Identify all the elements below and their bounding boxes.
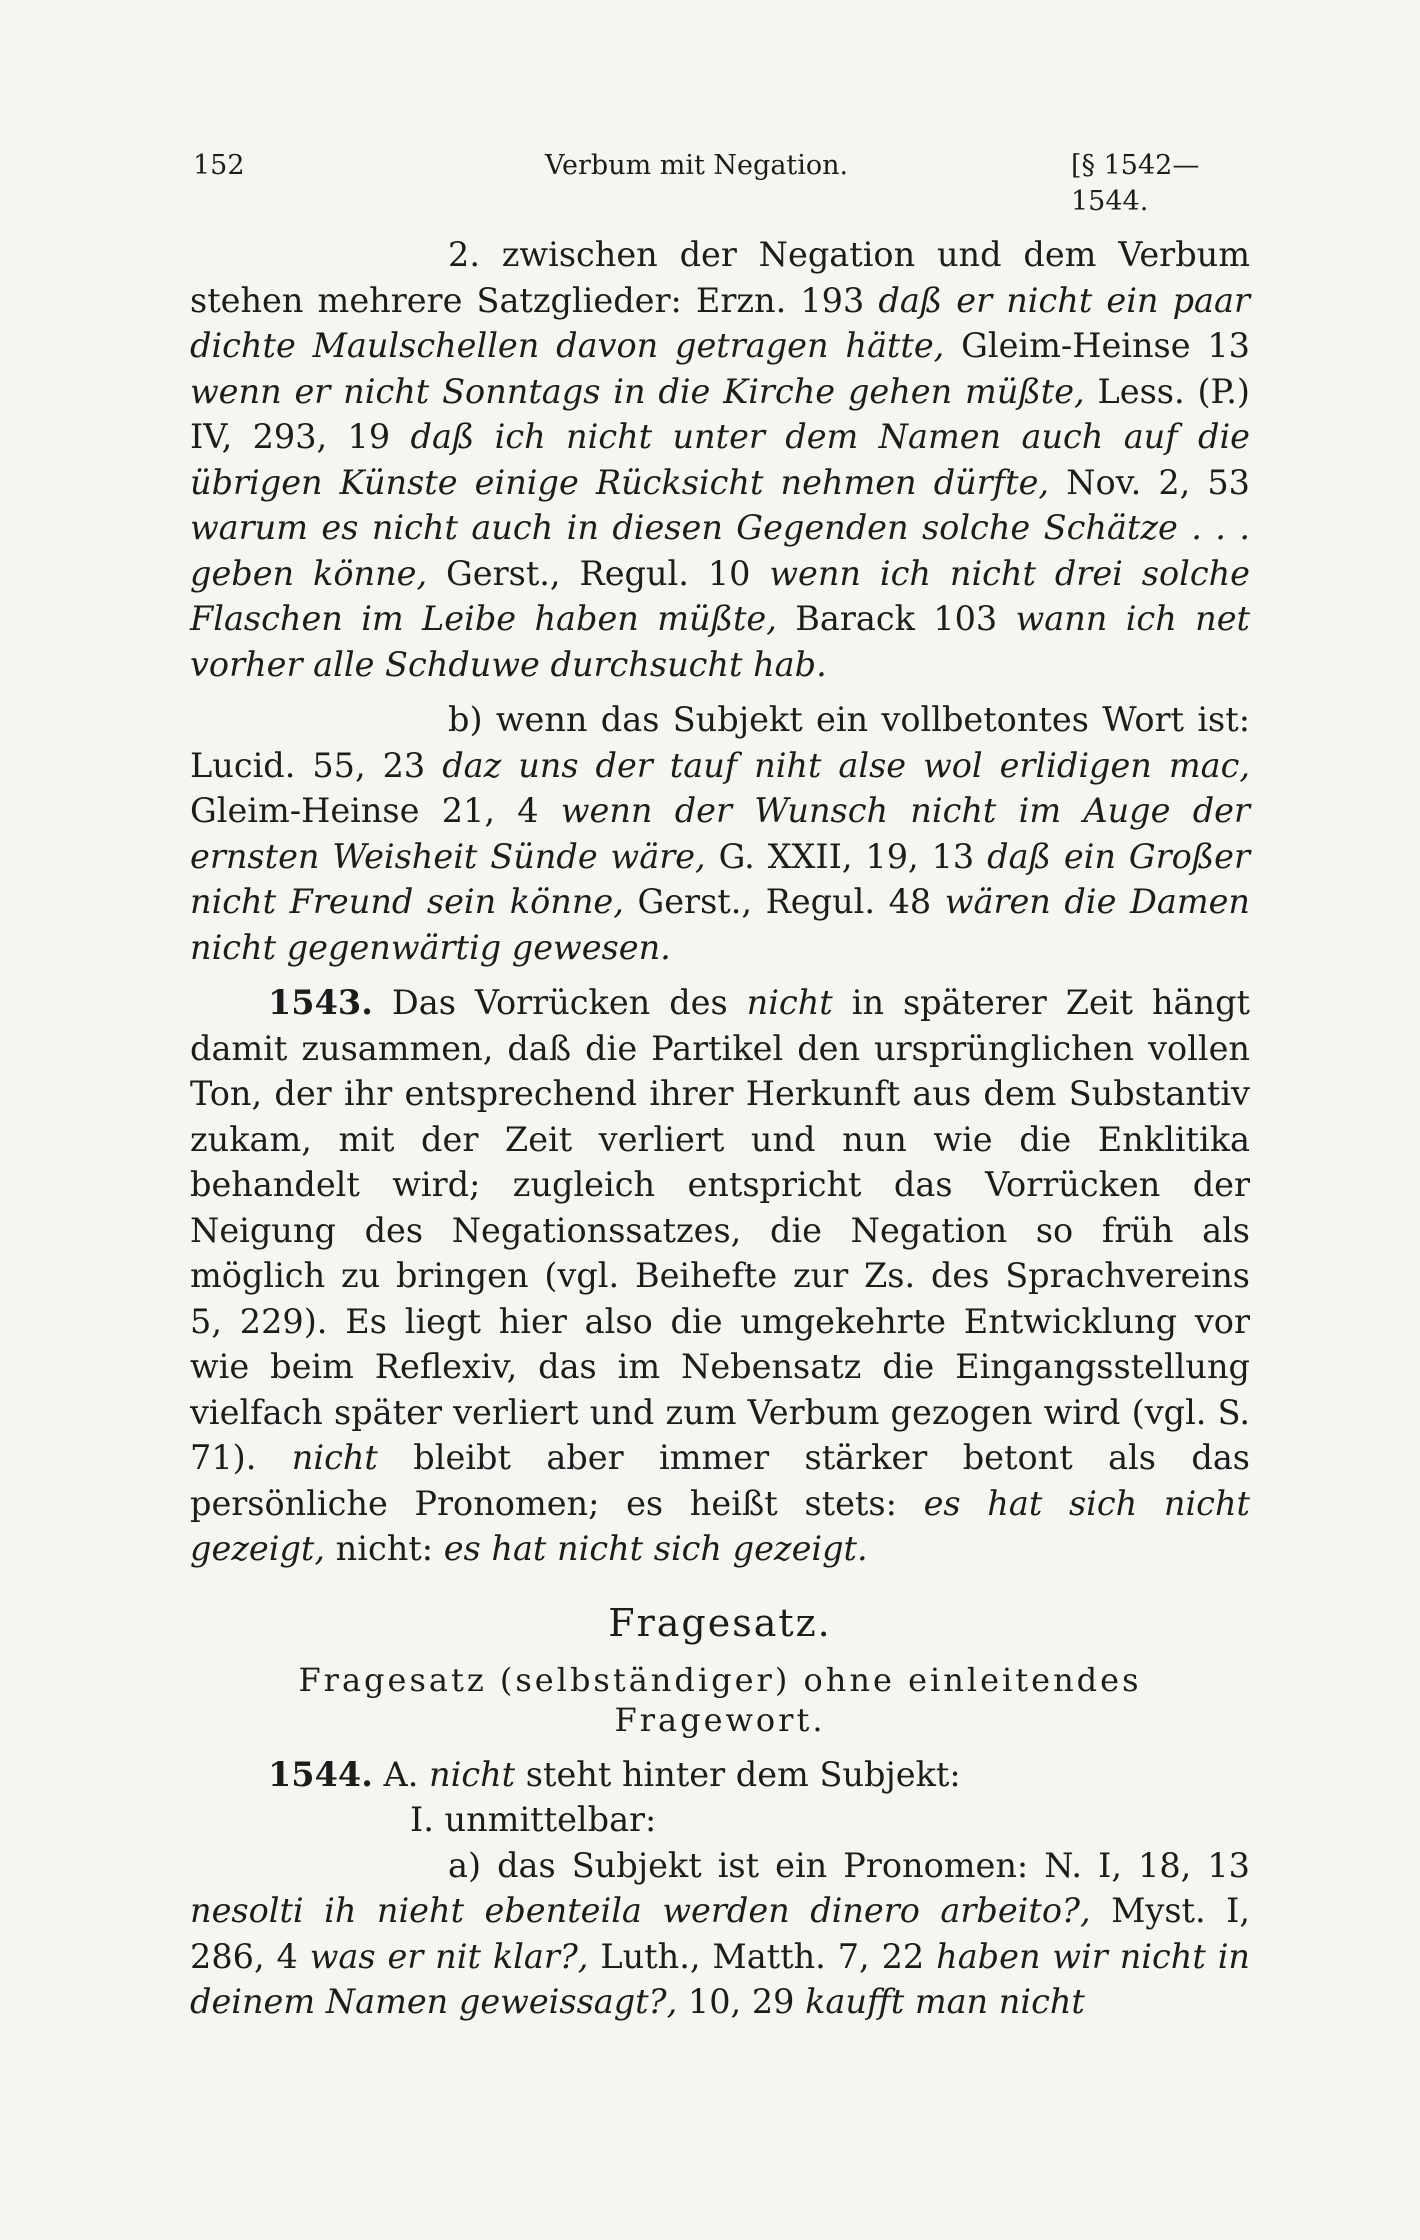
citation-quote: es hat sich nicht gezeigt, (190, 1483, 1250, 1568)
text-run: nicht: (325, 1529, 444, 1568)
citation-quote: daß er nicht ein paar dichte Maulschellen davon getragen hätte, (190, 280, 1250, 365)
running-title: Verbum mit Negation. (545, 150, 849, 181)
citation-quote: was er nit klar?, (309, 1936, 589, 1976)
emphasis: nicht (429, 1754, 516, 1794)
page-number: 152 (193, 150, 245, 181)
text-run: G. XXII, 19, 13 (705, 836, 988, 876)
subsection-heading (190, 1660, 1250, 1740)
citation-quote: warum es nicht auch in diesen Gegenden solche Schätze . . . geben könne, (190, 508, 1250, 593)
citation-quote: es hat nicht sich gezeigt. (443, 1529, 868, 1568)
citation-quote: kaufft man nicht (805, 1982, 1085, 2021)
emphasis: nicht (746, 983, 833, 1022)
text-run: Barack 103 (776, 599, 1016, 638)
subheading-line: Fragewort. (614, 1700, 826, 1739)
text-run: Nov. 2, 53 (1049, 462, 1250, 502)
paragraph-1544 (190, 1752, 1250, 1798)
text-run: Gleim-Heinse 21, 4 (190, 791, 561, 830)
text-run: bleibt aber immer stärker betont als das persönliche Pronomen; es heißt stets: (190, 1438, 1250, 1523)
citation-quote: nesolti ih nieht ebenteila werden dinero arbeito?, (190, 1891, 1091, 1930)
citation-quote: wenn der Wunsch nicht im Auge der ernsten Weisheit Sünde wäre, (190, 791, 1250, 876)
citation-quote: haben wir nicht in deinem Namen geweissagt?, (190, 1936, 1250, 2021)
emphasis: nicht (291, 1438, 378, 1477)
body-text (190, 232, 1250, 2025)
citation-quote: wenn ich nicht drei solche Flaschen im Leibe haben müßte, (190, 553, 1251, 638)
section-number: 1544. (268, 1754, 373, 1794)
text-run: Gerst., Regul. 10 (427, 553, 770, 593)
text-run: in späterer Zeit hängt damit zusammen, daß die Partikel den ursprünglichen vollen Ton, der ihr entsprechend ihrer Herkunft aus dem Substantiv zukam, mit der Zeit verliert und nun wie die Enklitika behandelt wird; zugleich entspricht das Vorrücken der Neigung des Negationssatzes, die Negation so früh als möglich zu bringen (vgl. Beihefte zur Zs. des Sprachvereins 5, 229). Es liegt hier also die umgekehrte Entwicklung vor wie beim Reflexiv, das im Nebensatz die Eingangsstellung vielfach später verliert und zum Verbum gezogen wird (vgl. S. 71). (190, 983, 1250, 1477)
section-range: [§ 1542—1544. (1071, 150, 1200, 217)
paragraph-point-2 (190, 232, 1250, 687)
citation-quote: wann ich net vorher alle Schduwe durchsucht hab. (190, 599, 1250, 684)
text-run: Luth., Matth. 7, 22 (588, 1936, 937, 1976)
text-run: a) das Subjekt ist ein Pronomen: N. I, 18, 13 (448, 1845, 1250, 1885)
text-run: 10, 29 (677, 1982, 806, 2021)
text-run: Gleim-Heinse 13 (944, 326, 1250, 365)
text-run: Less. (P.) IV, 293, 19 (190, 371, 1250, 456)
text-run: steht hinter dem Subjekt: (515, 1754, 961, 1794)
citation-quote: wären die Damen nicht gegenwärtig gewesen. (190, 882, 1250, 967)
text-run: A. (372, 1754, 430, 1794)
text-run: b) wenn das Subjekt ein vollbetontes Wort ist: Lucid. 55, 23 (190, 700, 1250, 785)
citation-quote: daz uns der tauf niht alse wol erlidigen mac, (442, 745, 1250, 785)
text-run: Gerst., Regul. 48 (623, 882, 945, 921)
section-number: 1543. (268, 983, 373, 1022)
text-run: Myst. I, 286, 4 (190, 1891, 1250, 1976)
text-run: Das Vorrücken des (372, 983, 747, 1022)
subheading-line: Fragesatz (selbständiger) ohne einleitendes (298, 1660, 1142, 1699)
paragraph-point-I: I. unmittelbar: (410, 1800, 657, 1839)
paragraph-point-b (190, 697, 1250, 970)
section-heading: Fragesatz. (608, 1600, 832, 1645)
paragraph-point-a (190, 1843, 1250, 2025)
citation-quote: daß ich nicht unter dem Namen auch auf die übrigen Künste einige Rücksicht nehmen dürfte, (190, 417, 1250, 502)
text-run: 2. zwischen der Negation und dem Verbum stehen mehrere Satzglieder: Erzn. 193 (190, 235, 1250, 320)
citation-quote: wenn er nicht Sonntags in die Kirche gehen müßte, (190, 371, 1085, 411)
citation-quote: daß ein Großer nicht Freund sein könne, (190, 836, 1250, 921)
paragraph-1543 (190, 980, 1250, 1572)
